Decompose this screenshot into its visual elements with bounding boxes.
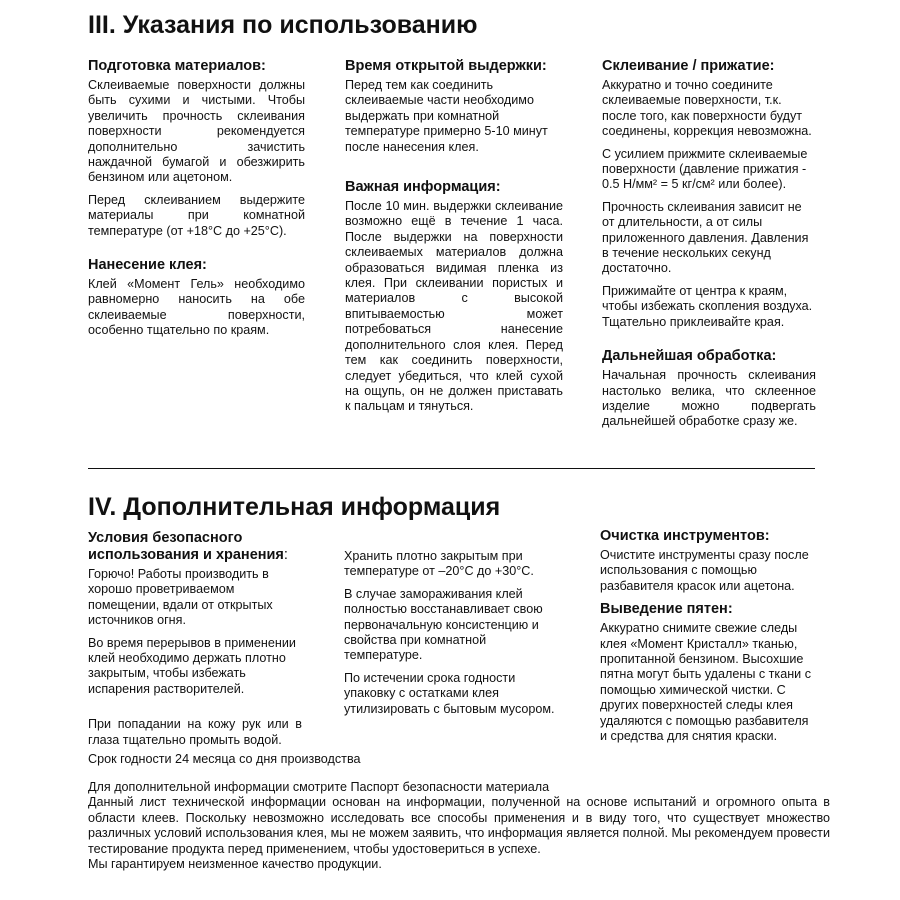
section-divider [88,468,815,469]
heading-safe-use-storage: Условия безопасного использования и хранения: [88,530,288,563]
footer-line: Данный лист технической информации основан на информации, полученной на основе испытаний и огромного опыта в области клеев. Поскольку невозможно исследовать все способы применения и в виду того, что существует множество различных условий использования клея, мы не можем заявить, что информация является полной. Мы рекомендуем провести тестирование продукта перед применением, чтобы удостовериться в успехе. [88,795,830,856]
paragraph: Очистите инструменты сразу после использования с помощью разбавителя красок или ацетона. [600,548,809,593]
paragraph: При попадании на кожу рук или в глаза тщательно промыть водой. [88,717,302,747]
section-4-column-1 [88,530,302,755]
heading-glue-application: Нанесение клея: [88,257,207,274]
heading-further-processing: Дальнейшая обработка: [602,348,777,365]
heading-stain-removal: Выведение пятен: [600,601,733,618]
heading-material-preparation: Подготовка материалов: [88,58,266,74]
paragraph: Прочность склеивания зависит не от длительности, а от силы приложенного давления. Давления в течение нескольких секунд достаточно. [602,199,809,276]
paragraph: Клей «Момент Гель» необходимо равномерно наносить на обе склеиваемые поверхности, особенно тщательно по краям. [88,277,305,338]
paragraph: Аккуратно и точно соедините склеиваемые поверхности, т.к. после того, как поверхности будут соединены, коррекция невозможна. [602,78,812,139]
section-4-title: IV. Дополнительная информация [88,493,501,521]
paragraph: Во время перерывов в применении клей необходимо держать плотно закрытым, чтобы избежать испарения растворителей. [88,635,296,696]
heading-important-info: Важная информация: [345,179,501,196]
paragraph: Прижимайте от центра к краям, чтобы избежать скопления воздуха. Тщательно приклеивайте края. [602,283,813,329]
footer-line: Мы гарантируем неизменное качество продукции. [88,857,382,872]
paragraph: С усилием прижмите склеиваемые поверхности (давление прижатия - 0.5 Н/мм² = 5 кг/см² или более). [602,146,808,192]
section-4-column-2 [344,549,558,724]
footer-line: Для дополнительной информации смотрите Паспорт безопасности материала [88,780,550,794]
section-3-column-2 [345,58,563,422]
paragraph: По истечении срока годности упаковку с остатками клея утилизировать с бытовым мусором. [344,670,555,716]
section-4-column-3 [600,528,818,751]
paragraph: Хранить плотно закрытым при температуре от –20°C до +30°C. [344,549,534,579]
shelf-life-note [88,752,830,767]
paragraph: Горючо! Работы производить в хорошо проветриваемом помещении, вдали от открытых источников огня. [88,567,273,628]
footer-disclaimer [88,780,830,872]
paragraph: Перед тем как соединить склеиваемые части необходимо выдержать при комнатной температуре примерно 5-10 минут после нанесения клея. [345,78,548,154]
paragraph: После 10 мин. выдержки склеивание возможно ещё в течение 1 часа. После выдержки на поверхности склеиваемых материалов должна образоваться видимая пленка из клея. При склеивании пористых и материалов с высокой впитываемостью может потребоваться нанесение дополнительного слоя клея. Перед тем как соединить поверхности, следует убедиться, что клей сухой на ощупь, он не должен приставать к пальцам и тянуться. [345,199,563,414]
section-3-column-1 [88,58,305,346]
paragraph: Перед склеиванием выдержите материалы при комнатной температуре (от +18°C до +25°C). [88,192,305,238]
section-3-title: III. Указания по использованию [88,11,478,39]
paragraph: В случае замораживания клей полностью восстанавливает свою первоначальную консистенцию и свойства при комнатной температуре. [344,586,543,663]
paragraph: Склеиваемые поверхности должны быть сухими и чистыми. Чтобы увеличить прочность склеивания поверхности рекомендуется дополнительно зачистить наждачной бумагой и обезжирить бензином или ацетоном. [88,78,305,185]
paragraph: Начальная прочность склеивания настолько велика, что склеенное изделие можно подвергать дальнейшей обработке сразу же. [602,368,816,429]
heading-tool-cleaning: Очистка инструментов: [600,528,770,544]
heading-bonding-pressing: Склеивание / прижатие: [602,58,775,74]
paragraph: Аккуратно снимите свежие следы клея «Момент Кристалл» тканью, пропитанной бензином. Высохшие пятна могут быть удалены с ткани с помощью химической чистки. С других поверхностей следы клея удаляются с помощью разбавителя и средства для снятия краски. [600,621,812,744]
section-3-column-3 [602,58,816,437]
shelf-life-text: Срок годности 24 месяца со дня производства [88,752,361,766]
heading-open-time: Время открытой выдержки: [345,58,547,74]
